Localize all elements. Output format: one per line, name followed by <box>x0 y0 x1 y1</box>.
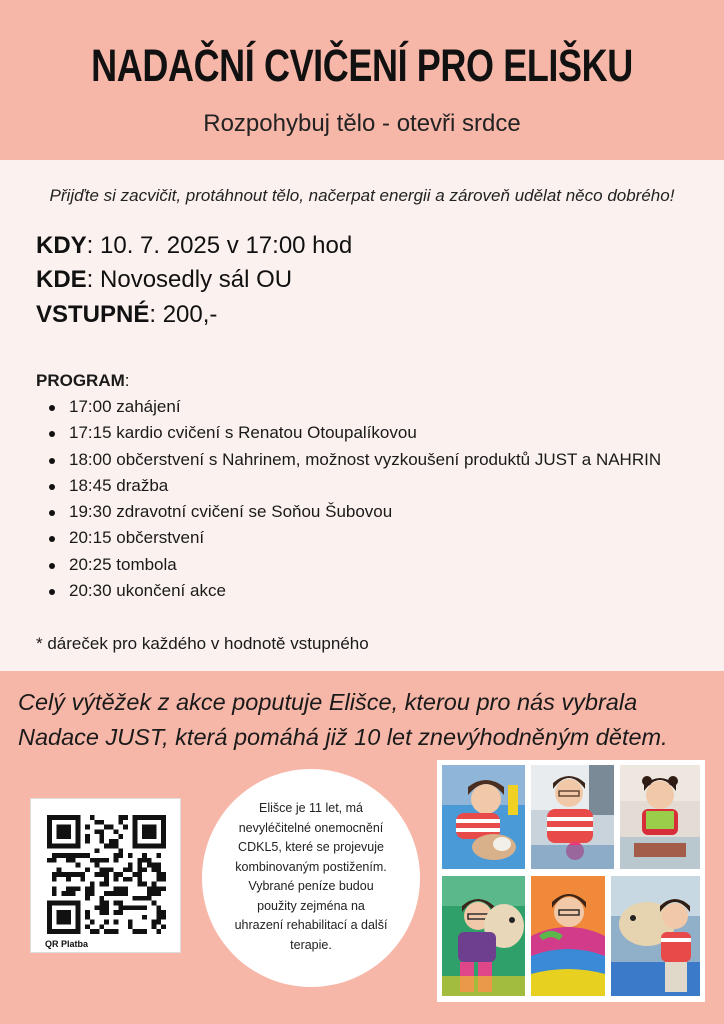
photo-girl-at-table <box>620 765 700 869</box>
info-when-label: KDY <box>36 232 87 259</box>
program-item: 17:15 kardio cvičení s Renatou Otoupalíkovou <box>48 420 688 446</box>
qr-label: QR Platba <box>45 939 89 949</box>
program-item: 18:00 občerstvení s Nahrinem, možnost vyzkoušení produktů JUST a NAHRIN <box>48 447 688 473</box>
info-when <box>36 232 352 260</box>
photo-girl-with-dog-outdoors <box>611 876 700 996</box>
program-item: 19:30 zdravotní cvičení se Soňou Šubovou <box>48 499 688 525</box>
story-line: kombinovaným postižením. <box>235 859 387 874</box>
header-band <box>0 0 724 160</box>
program-item: 20:30 ukončení akce <box>48 578 688 604</box>
program-heading <box>36 371 130 391</box>
story-line: CDKL5, které se projevuje <box>238 840 384 854</box>
story-line: nevyléčitelné onemocnění <box>238 820 384 835</box>
intro-text: Přijďte si zacvičit, protáhnout tělo, načerpat energii a zároveň udělat něco dobrého! <box>49 186 675 205</box>
proceeds-line-1: Celý výtěžek z akce poputuje Elišce, kterou pro nás vybrala <box>18 689 638 715</box>
story-line: použity zejména na <box>257 898 365 913</box>
qr-code-image[interactable] <box>47 815 166 934</box>
page-subtitle: Rozpohybuj tělo - otevři srdce <box>203 110 521 137</box>
photo-collage <box>437 760 705 1002</box>
program-colon: : <box>124 371 130 390</box>
program-item: 20:15 občerstvení <box>48 525 688 551</box>
info-fee <box>36 301 217 329</box>
story-line: Elišce je 11 let, má <box>259 801 363 815</box>
photo-girl-with-toy <box>531 765 614 869</box>
photo-girl-with-guinea-pig <box>442 765 525 869</box>
info-where-value: : Novosedly sál OU <box>86 266 293 293</box>
program-label: PROGRAM <box>36 371 125 390</box>
info-where <box>36 266 292 294</box>
proceeds-band <box>0 671 724 1024</box>
info-where-label: KDE <box>36 266 87 293</box>
qr-payment-card[interactable] <box>30 798 181 953</box>
story-line: Vybrané peníze budou <box>248 879 374 893</box>
program-item: 18:45 dražba <box>48 473 688 499</box>
info-when-value: : 10. 7. 2025 v 17:00 hod <box>86 232 353 259</box>
photo-girl-in-tulle <box>531 876 605 996</box>
proceeds-line-2: Nadace JUST, která pomáhá již 10 let znevýhodněným dětem. <box>18 724 668 750</box>
program-item: 17:00 zahájení <box>48 394 688 420</box>
program-list <box>48 394 688 604</box>
photo-girl-with-dog <box>442 876 525 996</box>
info-fee-value: : 200,- <box>149 301 218 328</box>
story-line: terapie. <box>290 937 332 952</box>
proceeds-text <box>18 685 718 755</box>
program-item: 20:25 tombola <box>48 552 688 578</box>
page-title: NADAČNÍ CVIČENÍ PRO ELIŠKU <box>91 40 633 91</box>
details-panel <box>0 160 724 671</box>
gift-note: * dáreček pro každého v hodnotě vstupného <box>36 634 369 653</box>
story-text <box>220 799 402 955</box>
story-circle <box>202 769 420 987</box>
story-line: uhrazení rehabilitací a další <box>234 918 388 932</box>
info-fee-label: VSTUPNÉ <box>36 301 150 328</box>
